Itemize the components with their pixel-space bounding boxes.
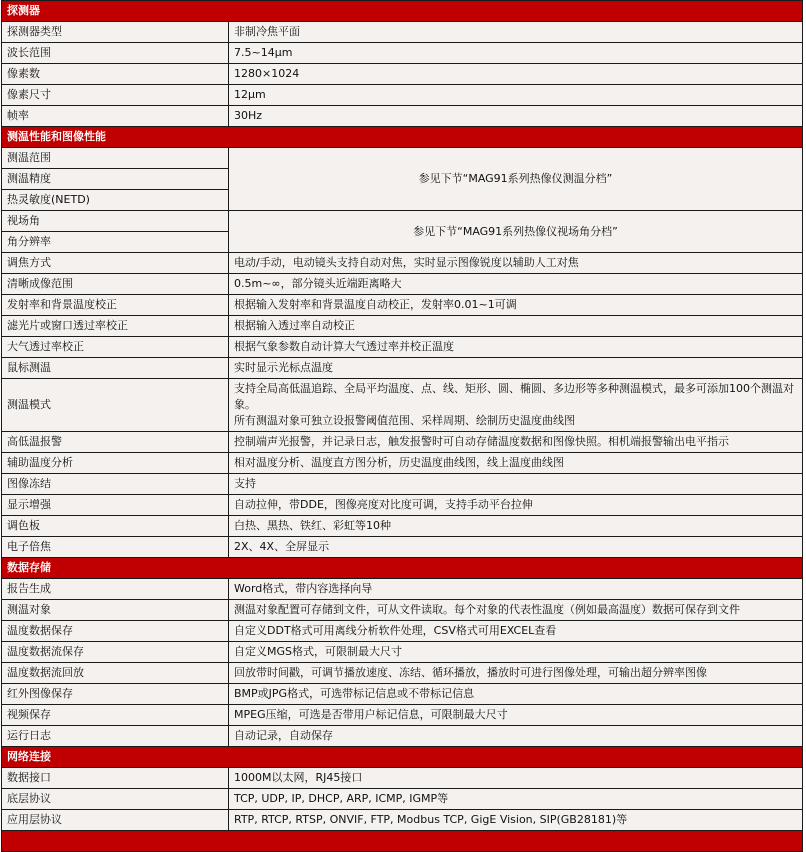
row-label: 视场角 <box>2 211 229 232</box>
table-row <box>2 316 803 337</box>
row-label: 调焦方式 <box>2 253 229 274</box>
table-row <box>2 768 803 789</box>
row-value: TCP, UDP, IP, DHCP, ARP, ICMP, IGMP等 <box>229 789 803 810</box>
table-row <box>2 337 803 358</box>
row-label: 电子倍焦 <box>2 537 229 558</box>
row-value: 1280×1024 <box>229 64 803 85</box>
row-label: 运行日志 <box>2 726 229 747</box>
row-label: 温度数据保存 <box>2 621 229 642</box>
row-label: 像素尺寸 <box>2 85 229 106</box>
row-label: 大气透过率校正 <box>2 337 229 358</box>
row-label: 图像冻结 <box>2 474 229 495</box>
row-label: 像素数 <box>2 64 229 85</box>
row-label: 高低温报警 <box>2 432 229 453</box>
table-row <box>2 537 803 558</box>
table-row <box>2 684 803 705</box>
row-value: 自动记录，自动保存 <box>229 726 803 747</box>
row-value: RTP, RTCP, RTSP, ONVIF, FTP, Modbus TCP, GigE Vision, SIP(GB28181)等 <box>229 810 803 831</box>
row-value: 根据输入发射率和背景温度自动校正，发射率0.01~1可调 <box>229 295 803 316</box>
section-header-network <box>2 747 803 768</box>
table-row <box>2 663 803 684</box>
row-value: 1000M以太网，RJ45接口 <box>229 768 803 789</box>
table-row <box>2 726 803 747</box>
table-row <box>2 379 803 432</box>
row-value: 0.5m~∞，部分镜头近端距离略大 <box>229 274 803 295</box>
table-row <box>2 789 803 810</box>
table-row <box>2 148 803 169</box>
row-value: Word格式，带内容选择向导 <box>229 579 803 600</box>
row-value: 2X、4X、全屏显示 <box>229 537 803 558</box>
row-label: 测温范围 <box>2 148 229 169</box>
row-label: 帧率 <box>2 106 229 127</box>
row-value: 相对温度分析、温度直方图分析，历史温度曲线图，线上温度曲线图 <box>229 453 803 474</box>
row-value: 30Hz <box>229 106 803 127</box>
row-label: 视频保存 <box>2 705 229 726</box>
section-header-next <box>2 831 803 852</box>
row-label: 热灵敏度(NETD) <box>2 190 229 211</box>
row-label: 鼠标测温 <box>2 358 229 379</box>
row-value-multiline <box>229 379 803 432</box>
row-label: 清晰成像范围 <box>2 274 229 295</box>
merged-measure-value: 参见下节“MAG91系列热像仪测温分档” <box>229 148 803 211</box>
table-row <box>2 211 803 232</box>
row-value: 12μm <box>229 85 803 106</box>
row-value: 实时显示光标点温度 <box>229 358 803 379</box>
row-label: 测温模式 <box>2 379 229 432</box>
spec-table <box>1 0 803 852</box>
table-row <box>2 516 803 537</box>
table-row <box>2 600 803 621</box>
row-value: 白热、黑热、铁红、彩虹等10种 <box>229 516 803 537</box>
row-label: 数据接口 <box>2 768 229 789</box>
section-header-storage <box>2 558 803 579</box>
value-line-1: 支持全局高低温追踪、全局平均温度、点、线、矩形、圆、椭圆、多边形等多种测温模式，最多可添加100个测温对象。 <box>234 382 794 411</box>
section-title: 数据存储 <box>2 558 803 579</box>
row-value: 根据气象参数自动计算大气透过率并校正温度 <box>229 337 803 358</box>
row-label: 温度数据流回放 <box>2 663 229 684</box>
table-row <box>2 495 803 516</box>
row-label: 报告生成 <box>2 579 229 600</box>
table-row <box>2 106 803 127</box>
table-row <box>2 358 803 379</box>
row-value: 根据输入透过率自动校正 <box>229 316 803 337</box>
row-label: 调色板 <box>2 516 229 537</box>
row-label: 红外图像保存 <box>2 684 229 705</box>
table-row <box>2 43 803 64</box>
row-value: 非制冷焦平面 <box>229 22 803 43</box>
row-value: 支持 <box>229 474 803 495</box>
value-line-2: 所有测温对象可独立设报警阈值范围、采样周期、绘制历史温度曲线图 <box>234 414 575 427</box>
row-label: 发射率和背景温度校正 <box>2 295 229 316</box>
table-row <box>2 621 803 642</box>
table-row <box>2 253 803 274</box>
section-title-cutoff <box>2 831 803 852</box>
row-value: 自动拉伸，带DDE，图像亮度对比度可调，支持手动平台拉伸 <box>229 495 803 516</box>
table-row <box>2 453 803 474</box>
row-value: 自定义DDT格式可用离线分析软件处理，CSV格式可用EXCEL查看 <box>229 621 803 642</box>
row-value: 7.5~14μm <box>229 43 803 64</box>
table-row <box>2 22 803 43</box>
table-row <box>2 274 803 295</box>
section-title: 网络连接 <box>2 747 803 768</box>
section-header-detector <box>2 1 803 22</box>
table-row <box>2 85 803 106</box>
row-label: 应用层协议 <box>2 810 229 831</box>
row-value: BMP或JPG格式，可选带标记信息或不带标记信息 <box>229 684 803 705</box>
table-row <box>2 642 803 663</box>
row-label: 测温精度 <box>2 169 229 190</box>
row-value: MPEG压缩，可选是否带用户标记信息，可限制最大尺寸 <box>229 705 803 726</box>
row-value: 电动/手动，电动镜头支持自动对焦，实时显示图像锐度以辅助人工对焦 <box>229 253 803 274</box>
row-label: 角分辨率 <box>2 232 229 253</box>
table-row <box>2 64 803 85</box>
row-value: 测温对象配置可存储到文件，可从文件读取。每个对象的代表性温度（例如最高温度）数据可保存到文件 <box>229 600 803 621</box>
row-label: 温度数据流保存 <box>2 642 229 663</box>
table-row <box>2 474 803 495</box>
section-title: 测温性能和图像性能 <box>2 127 803 148</box>
table-row <box>2 705 803 726</box>
merged-fov-value: 参见下节“MAG91系列热像仪视场角分档” <box>229 211 803 253</box>
row-label: 辅助温度分析 <box>2 453 229 474</box>
row-value: 控制端声光报警，并记录日志，触发报警时可自动存储温度数据和图像快照。相机端报警输出电平指示 <box>229 432 803 453</box>
row-label: 显示增强 <box>2 495 229 516</box>
row-label: 探测器类型 <box>2 22 229 43</box>
row-label: 滤光片或窗口透过率校正 <box>2 316 229 337</box>
section-title: 探测器 <box>2 1 803 22</box>
row-label: 波长范围 <box>2 43 229 64</box>
table-row <box>2 810 803 831</box>
table-row <box>2 432 803 453</box>
table-row <box>2 579 803 600</box>
row-value: 回放带时间戳，可调节播放速度、冻结、循环播放，播放时可进行图像处理，可输出超分辨率图像 <box>229 663 803 684</box>
row-value: 自定义MGS格式，可限制最大尺寸 <box>229 642 803 663</box>
section-header-measurement <box>2 127 803 148</box>
row-label: 底层协议 <box>2 789 229 810</box>
table-row <box>2 295 803 316</box>
row-label: 测温对象 <box>2 600 229 621</box>
